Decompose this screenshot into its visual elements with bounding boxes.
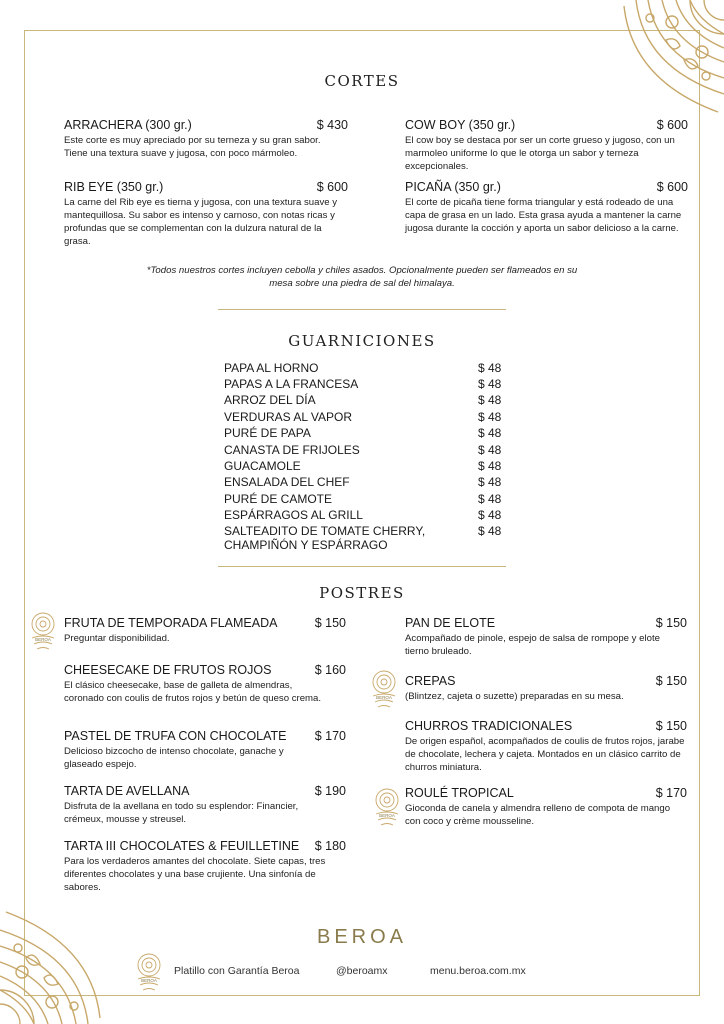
item-name: FRUTA DE TEMPORADA FLAMEADA — [64, 616, 278, 630]
item-description: Acompañado de pinole, espejo de salsa de rompope y elote tierno bruleado. — [405, 633, 660, 657]
item-name: CREPAS — [405, 674, 456, 688]
item-name: PASTEL DE TRUFA CON CHOCOLATE — [64, 729, 287, 743]
item-price: $ 190 — [314, 784, 346, 798]
section-divider — [218, 309, 506, 310]
seal-text: BEROA — [141, 978, 157, 983]
guarnicion-item — [224, 361, 504, 377]
item-price: $ 150 — [655, 616, 687, 630]
beroa-guarantee-seal-icon — [134, 951, 164, 993]
item-name: RIB EYE (350 gr.) — [64, 180, 164, 194]
guarnicion-item — [224, 524, 504, 554]
item-price: $ 48 — [478, 475, 502, 489]
guarniciones-title: GUARNICIONES — [288, 332, 436, 350]
item-price: $ 180 — [314, 839, 346, 853]
item-name: PURÉ DE CAMOTE — [224, 492, 333, 506]
corner-ornament-top-right — [606, 0, 724, 118]
item-description: (Blintzez, cajeta o suzette) preparadas en su mesa. — [405, 691, 624, 702]
item-description: El corte de picaña tiene forma triangular y está rodeado de una capa de grasa en un lado. Esta grasa ayuda a mantener la carne jugosa durante la cocción y aporta un sabor delicioso a la carne. — [405, 197, 682, 234]
item-description: El cow boy se destaca por ser un corte grueso y jugoso, con un marmoleo uniforme lo que le otorga un sabor y terneza excepcionales. — [405, 135, 675, 172]
item-name: PAPA AL HORNO — [224, 361, 319, 375]
seal-text: BEROA — [35, 637, 51, 642]
item-description: Gioconda de canela y almendra relleno de compota de mango con coco y crème mousseline. — [405, 803, 671, 827]
item-name: CANASTA DE FRIJOLES — [224, 443, 360, 457]
item-name: ENSALADA DEL CHEF — [224, 475, 350, 489]
social-handle-link[interactable]: @beroamx — [336, 965, 388, 977]
beroa-guarantee-seal-icon — [28, 610, 58, 652]
guarnicion-item — [224, 459, 504, 475]
item-price: $ 48 — [478, 508, 502, 522]
item-price: $ 48 — [478, 426, 502, 440]
item-description: Para los verdaderos amantes del chocolate. Siete capas, tres diferentes chocolates y una base crujiente. Una sinfonía de sabores. — [64, 856, 326, 893]
item-price: $ 430 — [316, 118, 348, 132]
item-name: VERDURAS AL VAPOR — [224, 410, 353, 424]
cortes-title: CORTES — [324, 72, 400, 90]
item-price: $ 48 — [478, 492, 502, 506]
item-price: $ 600 — [316, 180, 348, 194]
item-price: $ 150 — [314, 616, 346, 630]
item-price: $ 170 — [314, 729, 346, 743]
seal-text: BEROA — [379, 813, 395, 818]
item-name: PICAÑA (350 gr.) — [405, 180, 501, 194]
item-name: CHEESECAKE DE FRUTOS ROJOS — [64, 663, 272, 677]
item-price: $ 48 — [478, 524, 502, 538]
item-name: ARROZ DEL DÍA — [224, 393, 316, 407]
seal-text: BEROA — [376, 695, 392, 700]
guarantee-label: Platillo con Garantía Beroa — [174, 965, 300, 977]
item-price: $ 48 — [478, 459, 502, 473]
item-description: La carne del Rib eye es tierna y jugosa, con una textura suave y mantequillosa. Su sabor es intenso y carnoso, con notas ricas y profundas que se complementan con la dulzura natural de la grasa. — [64, 197, 338, 247]
item-name: ROULÉ TROPICAL — [405, 786, 514, 800]
brand-logo: BEROA — [316, 926, 408, 948]
item-name: GUACAMOLE — [224, 459, 301, 473]
item-price: $ 48 — [478, 443, 502, 457]
item-description: Disfruta de la avellana en todo su esplendor: Financier, crémeux, mousse y streusel. — [64, 801, 299, 825]
guarnicion-item — [224, 410, 504, 426]
item-price: $ 170 — [655, 786, 687, 800]
guarnicion-item — [224, 377, 504, 393]
guarnicion-item — [224, 508, 504, 524]
item-price: $ 48 — [478, 393, 502, 407]
item-name: TARTA DE AVELLANA — [64, 784, 190, 798]
item-name: COW BOY (350 gr.) — [405, 118, 516, 132]
item-description: De origen español, acompañados de coulis de frutos rojos, jarabe de chocolate, lechera y cajeta. Montados en un clásico carrito de churros miniatura. — [405, 736, 685, 773]
item-price: $ 48 — [478, 410, 502, 424]
item-price: $ 48 — [478, 377, 502, 391]
website-link[interactable]: menu.beroa.com.mx — [430, 965, 526, 977]
item-description: Preguntar disponibilidad. — [64, 633, 170, 644]
guarnicion-item — [224, 426, 504, 442]
guarnicion-item — [224, 393, 504, 409]
beroa-guarantee-seal-icon — [372, 786, 402, 828]
item-name: CHURROS TRADICIONALES — [405, 719, 573, 733]
item-name: PAN DE ELOTE — [405, 616, 496, 630]
item-price: $ 150 — [655, 719, 687, 733]
item-price: $ 600 — [656, 118, 688, 132]
item-description: Este corte es muy apreciado por su terneza y su gran sabor. Tiene una textura suave y jugosa, con poco mármoleo. — [64, 135, 321, 159]
item-name: PURÉ DE PAPA — [224, 426, 311, 440]
item-description: Delicioso bizcocho de intenso chocolate, ganache y glaseado espejo. — [64, 746, 284, 770]
guarnicion-item — [224, 475, 504, 491]
item-price: $ 48 — [478, 361, 502, 375]
cortes-note: *Todos nuestros cortes incluyen cebolla y chiles asados. Opcionalmente pueden ser flameados en su mesa sobre una piedra de sal del himalaya. — [146, 265, 578, 289]
item-price: $ 160 — [314, 663, 346, 677]
corner-ornament-bottom-left — [0, 906, 118, 1024]
beroa-guarantee-seal-icon — [369, 668, 399, 710]
item-price: $ 600 — [656, 180, 688, 194]
item-price: $ 150 — [655, 674, 687, 688]
guarnicion-item — [224, 443, 504, 459]
item-name: SALTEADITO DE TOMATE CHERRY, CHAMPIÑÓN Y ESPÁRRAGO — [224, 524, 426, 552]
item-name: ARRACHERA (300 gr.) — [64, 118, 192, 132]
guarnicion-item — [224, 492, 504, 508]
item-name: TARTA III CHOCOLATES & FEUILLETINE — [64, 839, 300, 853]
section-divider — [218, 566, 506, 567]
postres-title: POSTRES — [319, 584, 405, 602]
item-description: El clásico cheesecake, base de galleta de almendras, coronado con coulis de frutos rojos y betún de queso crema. — [64, 680, 322, 704]
item-name: ESPÁRRAGOS AL GRILL — [224, 508, 363, 522]
item-name: PAPAS A LA FRANCESA — [224, 377, 359, 391]
